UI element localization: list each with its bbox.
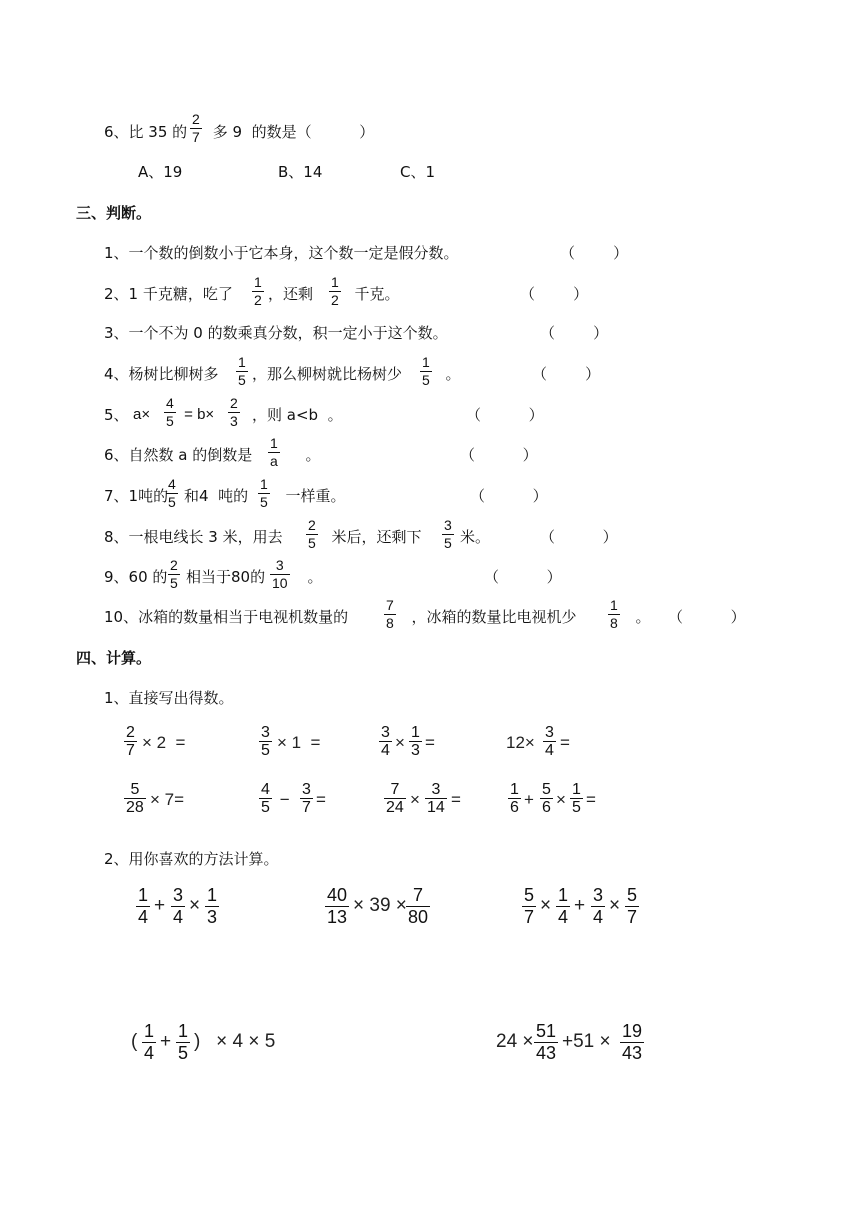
- direct-2-rest: × 1 =: [277, 733, 321, 752]
- free-2-op: × 39 ×: [353, 895, 407, 916]
- direct-5-fraction: 5 28: [126, 781, 144, 816]
- direct-1-fraction: 2 7: [126, 724, 135, 759]
- judge-2-fraction-1: 1 2: [254, 274, 262, 308]
- free-5-fraction-1: 51 43: [536, 1021, 557, 1063]
- judge-item-7-b: 和4 吨的: [184, 487, 249, 505]
- q6-fraction: 2 7: [192, 111, 200, 145]
- direct-3-op: ×: [395, 733, 405, 752]
- direct-8-fraction-3: 1 5: [572, 781, 581, 816]
- judge-item-8-c: 米。: [460, 528, 491, 546]
- judge-item-4-c: 。: [436, 365, 461, 383]
- judge-item-9-c: 。: [298, 568, 323, 586]
- free-5-fraction-2: 19 43: [622, 1021, 643, 1063]
- free-3-fraction-4: 5 7: [627, 885, 638, 927]
- judge-item-4-b: ，那么柳树就比杨树少: [252, 365, 403, 383]
- direct-5-rest: × 7=: [150, 790, 185, 809]
- judge-item-5-e: ，则 a<b 。: [252, 406, 343, 424]
- direct-3-fraction-2: 1 3: [411, 724, 420, 759]
- judge-item-5-b: a×: [133, 406, 151, 423]
- free-3-fraction-3: 3 4: [593, 885, 604, 927]
- q6-option-c: C、1: [400, 163, 436, 181]
- judge-2-answer-paren: （ ）: [520, 285, 589, 303]
- judge-item-5-a: 5、: [104, 406, 129, 424]
- judge-9-fraction-1: 2 5: [170, 557, 178, 591]
- judge-4-fraction-2: 1 5: [422, 354, 430, 388]
- free-1-op2: ×: [189, 895, 201, 916]
- direct-3-fraction-1: 3 4: [381, 724, 390, 759]
- judge-6-fraction-1: 1 a: [270, 435, 278, 469]
- free-3-fraction-1: 5 7: [524, 885, 535, 927]
- direct-8-op2: ×: [556, 790, 566, 809]
- judge-6-answer-paren: （ ）: [460, 446, 538, 464]
- judge-1-answer-paren: （ ）: [560, 244, 629, 262]
- judge-4-answer-paren: （ ）: [532, 365, 601, 383]
- judge-item-3: 3、一个不为 0 的数乘真分数，积一定小于这个数。: [104, 324, 448, 342]
- free-3-op2: +: [574, 895, 586, 916]
- judge-4-fraction-1: 1 5: [238, 354, 246, 388]
- judge-item-7-a: 7、1吨的: [104, 487, 169, 505]
- judge-item-7-c: 一样重。: [276, 487, 346, 505]
- free-5-pre: 24 ×: [496, 1031, 534, 1052]
- judge-item-5-c: = b×: [180, 406, 215, 423]
- judge-item-10-b: ，冰箱的数量比电视机少: [402, 608, 577, 626]
- direct-1-rest: × 2 =: [142, 733, 186, 752]
- direct-4-pre: 12×: [506, 733, 535, 752]
- direct-2-fraction: 3 5: [261, 724, 270, 759]
- judge-3-answer-paren: （ ）: [540, 324, 609, 342]
- direct-6-op: −: [275, 790, 290, 809]
- judge-7-answer-paren: （ ）: [470, 487, 548, 505]
- free-4-fraction-2: 1 5: [178, 1021, 189, 1063]
- judge-7-fraction-2: 1 5: [260, 476, 268, 510]
- section-4-title: 四、计算。: [76, 649, 152, 667]
- judge-item-2-a: 2、1 千克糖，吃了: [104, 285, 233, 303]
- direct-6-fraction-1: 4 5: [261, 781, 270, 816]
- judge-item-8-b: 米后，还剩下: [322, 528, 422, 546]
- free-1-op: +: [154, 895, 166, 916]
- free-calc-heading: 2、用你喜欢的方法计算。: [104, 850, 279, 868]
- free-5-op: +51 ×: [562, 1031, 611, 1052]
- judge-item-1: 1、一个数的倒数小于它本身，这个数一定是假分数。: [104, 244, 459, 262]
- direct-7-fraction-1: 7 24: [386, 781, 404, 816]
- judge-item-2-c: 千克。: [345, 285, 400, 303]
- free-1-fraction-1: 1 4: [138, 885, 149, 927]
- judge-10-answer-paren: （ ）: [668, 608, 746, 626]
- direct-4-rest: =: [560, 733, 570, 752]
- judge-item-6-a: 6、自然数 a 的倒数是: [104, 446, 253, 464]
- free-1-fraction-3: 1 3: [207, 885, 218, 927]
- judge-8-fraction-1: 2 5: [308, 517, 316, 551]
- judge-8-answer-paren: （ ）: [540, 528, 618, 546]
- judge-item-9-a: 9、60 的: [104, 568, 168, 586]
- q6-stem-a: 6、比 35 的: [104, 123, 188, 141]
- direct-8-op: +: [524, 790, 534, 809]
- direct-7-fraction-2: 3 14: [427, 781, 445, 816]
- free-3-op: ×: [540, 895, 552, 916]
- free-4-left-paren: (: [131, 1031, 138, 1052]
- judge-5-answer-paren: （ ）: [466, 406, 544, 424]
- direct-3-rest: =: [425, 733, 435, 752]
- judge-5-fraction-1: 4 5: [166, 395, 174, 429]
- direct-6-rest: =: [316, 790, 326, 809]
- q6-stem-b: 多 9 的数是（ ）: [208, 123, 375, 141]
- free-1-fraction-2: 3 4: [173, 885, 184, 927]
- judge-8-fraction-2: 3 5: [444, 517, 452, 551]
- free-4-rest: ) × 4 × 5: [194, 1031, 276, 1052]
- direct-7-rest: =: [451, 790, 461, 809]
- judge-7-fraction-1: 4 5: [168, 476, 176, 510]
- judge-item-9-b: 相当于80的: [186, 568, 266, 586]
- direct-8-rest: =: [586, 790, 596, 809]
- q6-option-a: A、19: [138, 163, 183, 181]
- direct-6-fraction-2: 3 7: [302, 781, 311, 816]
- free-3-fraction-2: 1 4: [558, 885, 569, 927]
- judge-item-6-c: 。: [296, 446, 321, 464]
- free-4-fraction-1: 1 4: [144, 1021, 155, 1063]
- judge-item-10-c: 。: [626, 608, 651, 626]
- free-4-op: +: [160, 1031, 172, 1052]
- judge-10-fraction-1: 7 8: [386, 597, 394, 631]
- direct-7-op: ×: [410, 790, 420, 809]
- q6-option-b: B、14: [278, 163, 323, 181]
- free-3-op3: ×: [609, 895, 621, 916]
- section-3-title: 三、判断。: [76, 204, 152, 222]
- judge-9-fraction-2: 3 10: [272, 557, 288, 591]
- direct-8-fraction-1: 1 6: [510, 781, 519, 816]
- judge-5-fraction-2: 2 3: [230, 395, 238, 429]
- judge-item-2-b: ，还剩: [268, 285, 314, 303]
- direct-4-fraction: 3 4: [545, 724, 554, 759]
- judge-item-8-a: 8、一根电线长 3 米，用去: [104, 528, 283, 546]
- judge-item-4-a: 4、杨树比柳树多: [104, 365, 219, 383]
- free-2-fraction-1: 40 13: [327, 885, 348, 927]
- direct-calc-heading: 1、直接写出得数。: [104, 689, 234, 707]
- free-2-fraction-2: 7 80: [408, 885, 429, 927]
- judge-item-10-a: 10、冰箱的数量相当于电视机数量的: [104, 608, 349, 626]
- judge-2-fraction-2: 1 2: [331, 274, 339, 308]
- judge-10-fraction-2: 1 8: [610, 597, 618, 631]
- direct-8-fraction-2: 5 6: [542, 781, 551, 816]
- judge-9-answer-paren: （ ）: [484, 568, 562, 586]
